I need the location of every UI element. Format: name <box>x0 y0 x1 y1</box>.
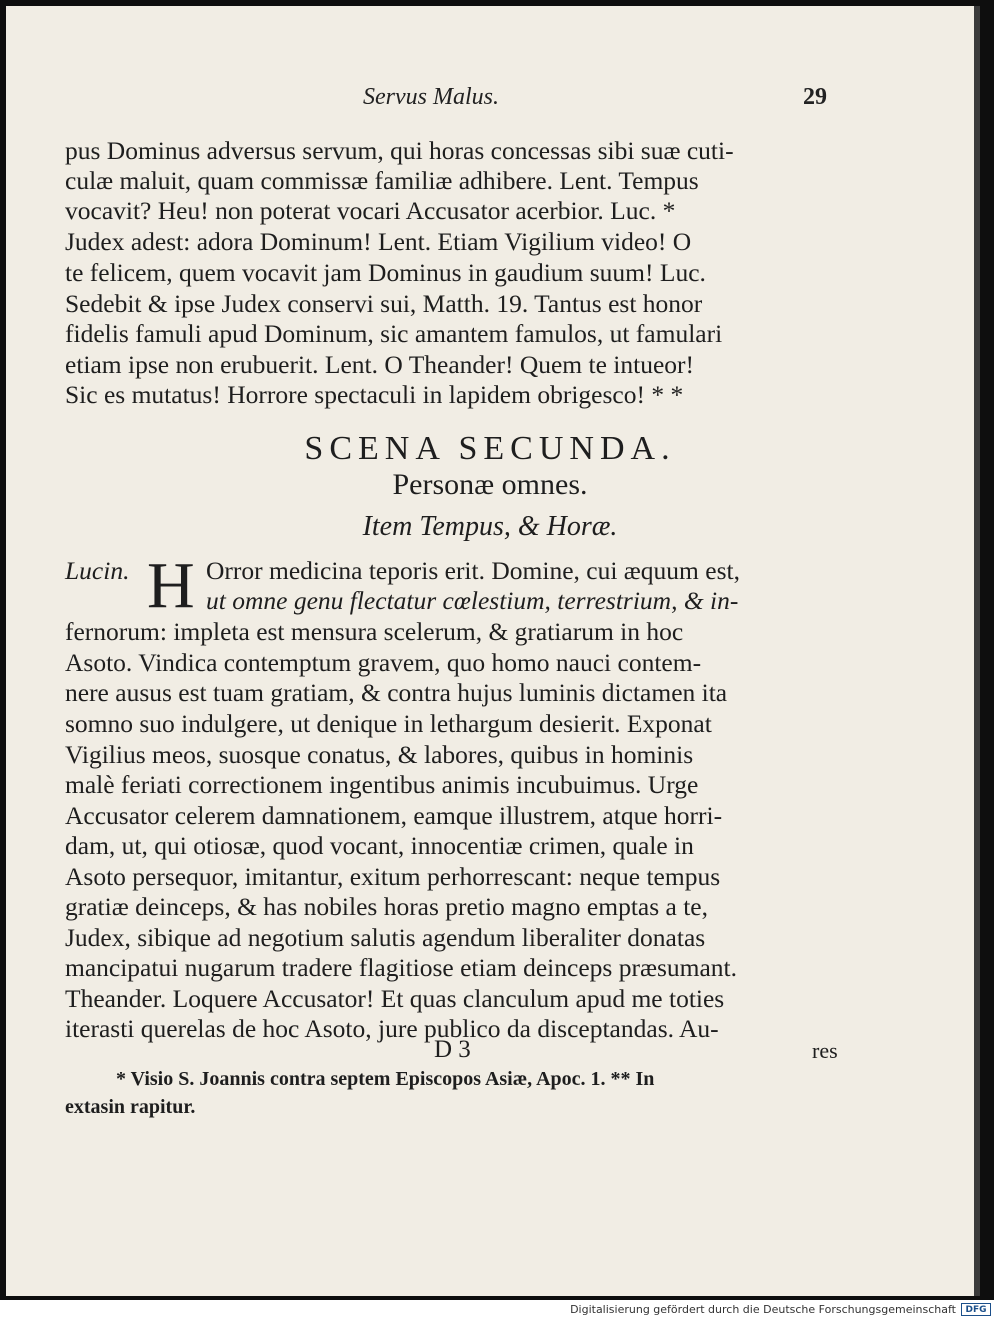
text-line: malè feriati correctionem ingentibus animis incubuimus. Urge <box>65 770 699 799</box>
text-line: te felicem, quem vocavit jam Dominus in gaudium suum! Luc. <box>65 258 706 287</box>
text-line: mancipatui nugarum tradere flagitiose etiam deinceps præsumant. <box>65 953 737 982</box>
text-line: ut omne genu flectatur cœlestium, terrestrium, & in- <box>206 586 739 615</box>
text-line: Judex, sibique ad negotium salutis agendum liberaliter donatas <box>65 923 706 952</box>
book-page <box>6 6 980 1296</box>
text-line: dam, ut, qui otiosæ, quod vocant, innocentiæ crimen, quale in <box>65 831 694 860</box>
funding-credit: Digitalisierung gefördert durch die Deutsche Forschungsgemeinschaft <box>570 1303 956 1316</box>
footnote-line: * Visio S. Joannis contra septem Episcopos Asiæ, Apoc. 1. ** In <box>116 1068 655 1090</box>
text-line: culæ maluit, quam commissæ familiæ adhibere. Lent. Tempus <box>65 166 699 195</box>
page-number: 29 <box>803 84 827 110</box>
text-line: Orror medicina teporis erit. Domine, cui æquum est, <box>206 556 740 585</box>
footnote-line: extasin rapitur. <box>65 1096 196 1118</box>
dfg-logo-icon: DFG <box>961 1303 991 1316</box>
scene-persons: Personæ omnes. <box>392 468 588 501</box>
text-line: iterasti querelas de hoc Asoto, jure publico da disceptandas. Au- <box>65 1014 719 1043</box>
speaker-label: Lucin. <box>65 556 130 585</box>
text-line: Accusator celerem damnationem, eamque illustrem, atque horri- <box>65 801 723 830</box>
text-line: nere ausus est tuam gratiam, & contra hujus luminis dictamen ita <box>65 678 728 707</box>
scene-subtitle: Item Tempus, & Horæ. <box>362 511 618 542</box>
text-line: Sic es mutatus! Horrore spectaculi in lapidem obrigesco! * * <box>65 380 684 409</box>
catchword: res <box>812 1038 838 1063</box>
text-line: fidelis famuli apud Dominum, sic amantem famulos, ut famulari <box>65 319 723 348</box>
text-line: gratiæ deinceps, & has nobiles horas pretio magno emptas a te, <box>65 892 709 921</box>
text-line: Asoto persequor, imitantur, exitum perhorrescant: neque tempus <box>65 862 721 891</box>
signature-mark: D 3 <box>434 1036 471 1063</box>
drop-cap: H <box>147 549 195 622</box>
text-line: Sedebit & ipse Judex conservi sui, Matth. 19. Tantus est honor <box>65 289 703 318</box>
scene-title: SCENA SECUNDA. <box>304 430 676 467</box>
text-line: fernorum: impleta est mensura scelerum, & gratiarum in hoc <box>65 617 684 646</box>
running-title: Servus Malus. <box>363 84 499 110</box>
text-line: somno suo indulgere, ut denique in lethargum desierit. Exponat <box>65 709 712 738</box>
text-line: etiam ipse non erubuerit. Lent. O Theander! Quem te intueor! <box>65 350 695 379</box>
text-line: Vigilius meos, suosque conatus, & labores, quibus in hominis <box>65 740 694 769</box>
text-line: Theander. Loquere Accusator! Et quas clanculum apud me toties <box>65 984 725 1013</box>
text-line: vocavit? Heu! non poterat vocari Accusator acerbior. Luc. * <box>65 196 676 225</box>
text-line: Asoto. Vindica contemptum gravem, quo homo nauci contem- <box>65 648 702 677</box>
text-line: pus Dominus adversus servum, qui horas concessas sibi suæ cuti- <box>65 136 734 165</box>
text-line: Judex adest: adora Dominum! Lent. Etiam Vigilium video! O <box>65 227 692 256</box>
